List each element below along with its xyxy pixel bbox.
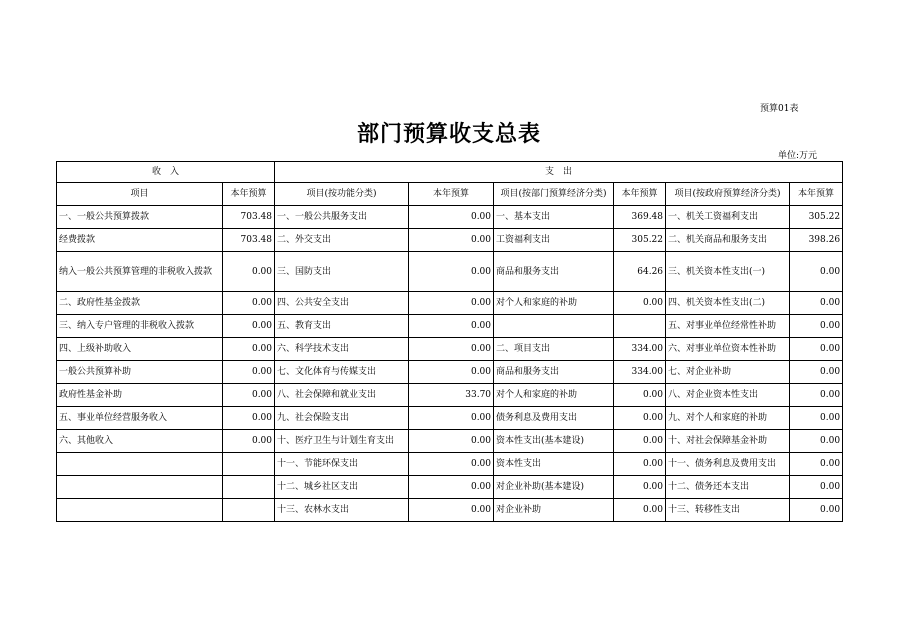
income-item-cell: 四、上级补助收入 [57, 338, 223, 361]
func-item-cell: 六、科学技术支出 [275, 338, 409, 361]
gov-amount-cell: 0.00 [790, 453, 843, 476]
income-item-cell: 政府性基金补助 [57, 384, 223, 407]
gov-item-cell: 五、对事业单位经常性补助 [666, 315, 790, 338]
dept-item-cell: 商品和服务支出 [494, 361, 614, 384]
income-amount-cell: 0.00 [223, 252, 275, 292]
gov-amount-cell: 0.00 [790, 252, 843, 292]
gov-item-cell: 十三、转移性支出 [666, 499, 790, 522]
table-row [57, 206, 843, 229]
dept-item-cell: 对个人和家庭的补助 [494, 292, 614, 315]
func-amount-cell: 0.00 [409, 252, 494, 292]
col-func-budget: 本年预算 [409, 183, 494, 206]
table-row [57, 384, 843, 407]
table-row [57, 499, 843, 522]
func-item-cell: 三、国防支出 [275, 252, 409, 292]
income-amount-cell: 0.00 [223, 430, 275, 453]
gov-item-cell: 四、机关资本性支出(二) [666, 292, 790, 315]
income-item-cell [57, 499, 223, 522]
func-item-cell: 十三、农林水支出 [275, 499, 409, 522]
income-amount-cell: 0.00 [223, 315, 275, 338]
func-amount-cell: 0.00 [409, 229, 494, 252]
dept-item-cell: 资本性支出 [494, 453, 614, 476]
dept-item-cell: 商品和服务支出 [494, 252, 614, 292]
income-item-cell: 六、其他收入 [57, 430, 223, 453]
income-amount-cell [223, 476, 275, 499]
income-item-cell: 二、政府性基金拨款 [57, 292, 223, 315]
table-row [57, 338, 843, 361]
func-amount-cell: 0.00 [409, 315, 494, 338]
func-amount-cell: 0.00 [409, 476, 494, 499]
income-item-cell: 一般公共预算补助 [57, 361, 223, 384]
dept-amount-cell: 0.00 [614, 476, 666, 499]
table-row [57, 476, 843, 499]
func-amount-cell: 0.00 [409, 407, 494, 430]
gov-item-cell: 九、对个人和家庭的补助 [666, 407, 790, 430]
gov-item-cell: 七、对企业补助 [666, 361, 790, 384]
gov-amount-cell: 0.00 [790, 292, 843, 315]
dept-item-cell: 对企业补助 [494, 499, 614, 522]
func-amount-cell: 0.00 [409, 206, 494, 229]
gov-item-cell: 八、对企业资本性支出 [666, 384, 790, 407]
gov-amount-cell: 0.00 [790, 430, 843, 453]
dept-amount-cell: 0.00 [614, 453, 666, 476]
col-income-item: 项目 [57, 183, 223, 206]
func-item-cell: 七、文化体育与传媒支出 [275, 361, 409, 384]
table-row [57, 292, 843, 315]
form-number: 预算01表 [760, 104, 799, 114]
gov-amount-cell: 398.26 [790, 229, 843, 252]
gov-amount-cell: 305.22 [790, 206, 843, 229]
gov-item-cell: 三、机关资本性支出(一) [666, 252, 790, 292]
dept-item-cell: 资本性支出(基本建设) [494, 430, 614, 453]
budget-table [56, 161, 843, 522]
col-gov-budget: 本年预算 [790, 183, 843, 206]
dept-amount-cell: 0.00 [614, 384, 666, 407]
gov-item-cell: 二、机关商品和服务支出 [666, 229, 790, 252]
income-amount-cell: 0.00 [223, 292, 275, 315]
header-row-groups [57, 162, 843, 183]
table-row [57, 361, 843, 384]
income-amount-cell: 0.00 [223, 407, 275, 430]
dept-amount-cell: 0.00 [614, 292, 666, 315]
dept-item-cell: 债务利息及费用支出 [494, 407, 614, 430]
income-amount-cell [223, 453, 275, 476]
func-amount-cell: 0.00 [409, 292, 494, 315]
table-row [57, 407, 843, 430]
dept-amount-cell: 0.00 [614, 499, 666, 522]
income-amount-cell: 703.48 [223, 229, 275, 252]
gov-amount-cell: 0.00 [790, 499, 843, 522]
gov-amount-cell: 0.00 [790, 338, 843, 361]
gov-item-cell: 十、对社会保障基金补助 [666, 430, 790, 453]
income-header: 收 入 [57, 162, 275, 183]
func-item-cell: 十、医疗卫生与计划生育支出 [275, 430, 409, 453]
income-amount-cell [223, 499, 275, 522]
func-amount-cell: 0.00 [409, 361, 494, 384]
dept-amount-cell: 334.00 [614, 361, 666, 384]
gov-item-cell: 十一、债务利息及费用支出 [666, 453, 790, 476]
table-row [57, 453, 843, 476]
func-item-cell: 九、社会保险支出 [275, 407, 409, 430]
income-item-cell: 一、一般公共预算拨款 [57, 206, 223, 229]
income-item-cell: 经费拨款 [57, 229, 223, 252]
income-amount-cell: 0.00 [223, 338, 275, 361]
unit-label: 单位:万元 [778, 151, 818, 161]
func-amount-cell: 0.00 [409, 499, 494, 522]
dept-amount-cell: 0.00 [614, 430, 666, 453]
gov-item-cell: 十二、债务还本支出 [666, 476, 790, 499]
page-title: 部门预算收支总表 [356, 121, 541, 147]
income-amount-cell: 0.00 [223, 361, 275, 384]
col-gov-item: 项目(按政府预算经济分类) [666, 183, 790, 206]
income-item-cell: 纳入一般公共预算管理的非税收入拨款 [57, 252, 223, 292]
income-item-cell: 五、事业单位经营服务收入 [57, 407, 223, 430]
func-amount-cell: 0.00 [409, 338, 494, 361]
func-item-cell: 一、一般公共服务支出 [275, 206, 409, 229]
dept-amount-cell: 369.48 [614, 206, 666, 229]
dept-item-cell: 对企业补助(基本建设) [494, 476, 614, 499]
dept-amount-cell [614, 315, 666, 338]
dept-item-cell: 工资福利支出 [494, 229, 614, 252]
gov-amount-cell: 0.00 [790, 315, 843, 338]
gov-amount-cell: 0.00 [790, 361, 843, 384]
dept-item-cell: 一、基本支出 [494, 206, 614, 229]
dept-amount-cell: 64.26 [614, 252, 666, 292]
dept-amount-cell: 0.00 [614, 407, 666, 430]
income-item-cell: 三、纳入专户管理的非税收入拨款 [57, 315, 223, 338]
func-item-cell: 八、社会保障和就业支出 [275, 384, 409, 407]
col-dept-item: 项目(按部门预算经济分类) [494, 183, 614, 206]
func-amount-cell: 0.00 [409, 430, 494, 453]
table-row [57, 252, 843, 292]
col-dept-budget: 本年预算 [614, 183, 666, 206]
func-item-cell: 五、教育支出 [275, 315, 409, 338]
gov-item-cell: 一、机关工资福利支出 [666, 206, 790, 229]
func-item-cell: 二、外交支出 [275, 229, 409, 252]
func-amount-cell: 0.00 [409, 453, 494, 476]
gov-amount-cell: 0.00 [790, 384, 843, 407]
table-row [57, 430, 843, 453]
dept-amount-cell: 305.22 [614, 229, 666, 252]
expense-header: 支 出 [275, 162, 843, 183]
col-func-item: 项目(按功能分类) [275, 183, 409, 206]
income-amount-cell: 0.00 [223, 384, 275, 407]
dept-item-cell: 二、项目支出 [494, 338, 614, 361]
income-item-cell [57, 453, 223, 476]
table-row [57, 229, 843, 252]
header-row-columns [57, 183, 843, 206]
dept-item-cell [494, 315, 614, 338]
table-row [57, 315, 843, 338]
col-income-budget: 本年预算 [223, 183, 275, 206]
dept-item-cell: 对个人和家庭的补助 [494, 384, 614, 407]
func-item-cell: 四、公共安全支出 [275, 292, 409, 315]
gov-amount-cell: 0.00 [790, 476, 843, 499]
income-amount-cell: 703.48 [223, 206, 275, 229]
gov-item-cell: 六、对事业单位资本性补助 [666, 338, 790, 361]
func-amount-cell: 33.70 [409, 384, 494, 407]
dept-amount-cell: 334.00 [614, 338, 666, 361]
func-item-cell: 十二、城乡社区支出 [275, 476, 409, 499]
gov-amount-cell: 0.00 [790, 407, 843, 430]
func-item-cell: 十一、节能环保支出 [275, 453, 409, 476]
income-item-cell [57, 476, 223, 499]
